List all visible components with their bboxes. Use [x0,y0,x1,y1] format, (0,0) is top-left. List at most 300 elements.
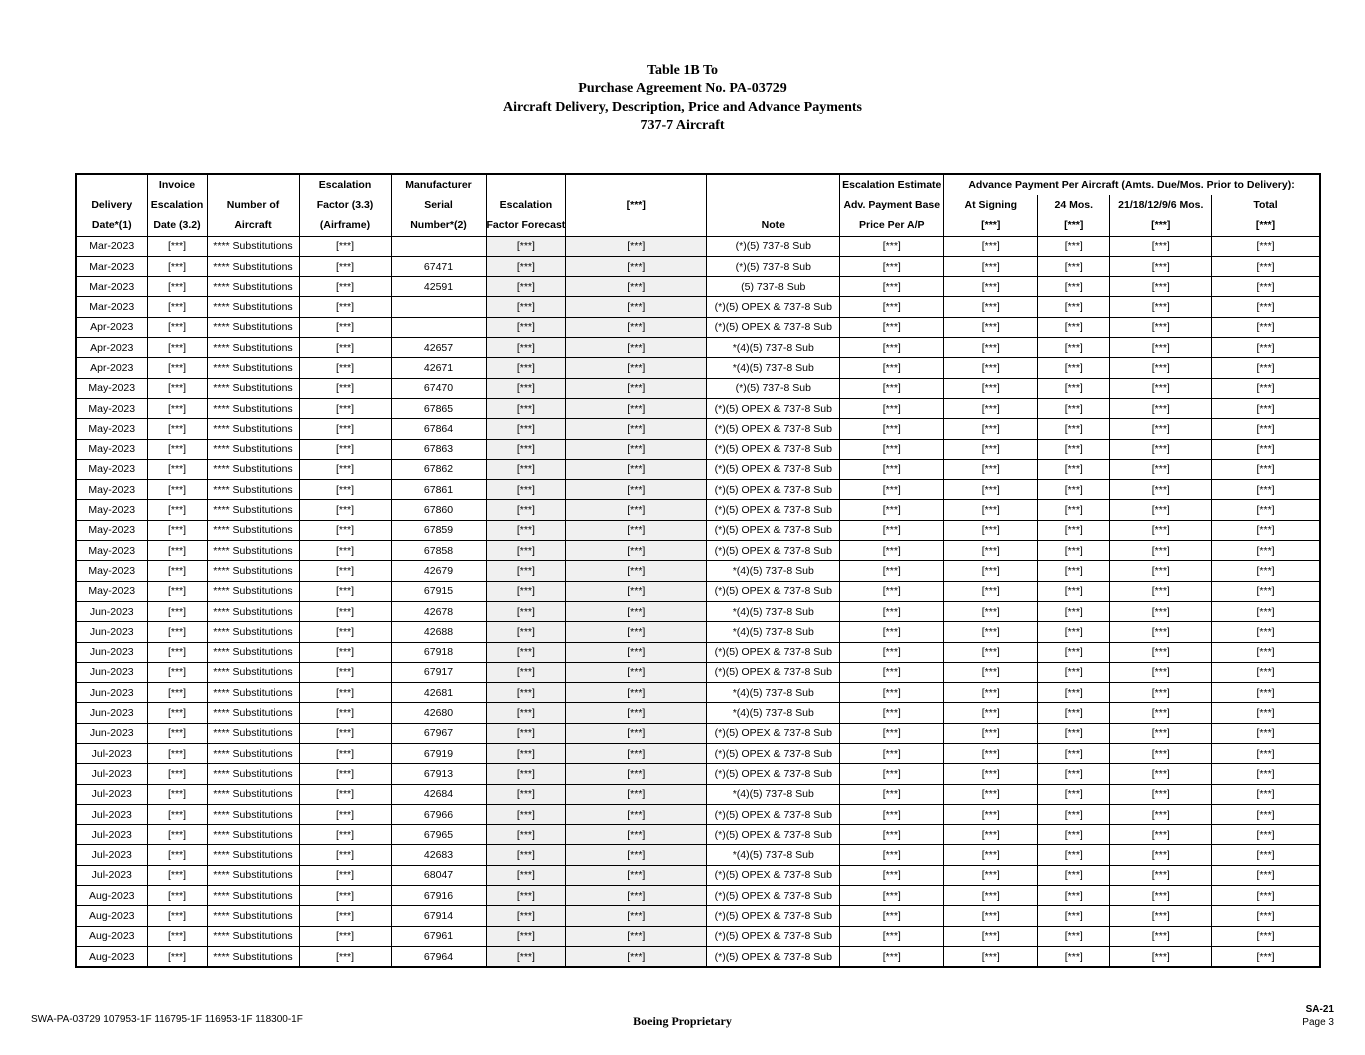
header-cell [486,174,566,195]
table-cell: [***] [944,378,1038,398]
table-cell: [***] [1038,439,1110,459]
table-cell: [***] [299,398,391,418]
table-cell: [***] [566,500,707,520]
table-cell: **** Substitutions [207,825,299,845]
table-row [76,865,1320,885]
table-cell: [***] [840,256,944,276]
table-cell: *(4)(5) 737-8 Sub [707,784,840,804]
table-cell: [***] [944,256,1038,276]
footer-page-number: Page 3 [1302,1017,1334,1028]
table-cell: [***] [1038,601,1110,621]
table-row [76,662,1320,682]
table-row [76,622,1320,642]
header-cell: 24 Mos. [1038,195,1110,215]
table-row [76,358,1320,378]
table-cell: [***] [840,804,944,824]
table-cell: (*)(5) OPEX & 737-8 Sub [707,581,840,601]
table-cell: 42678 [391,601,486,621]
table-cell: [***] [566,743,707,763]
table-cell: [***] [1110,723,1212,743]
table-cell: *(4)(5) 737-8 Sub [707,845,840,865]
table-row [76,601,1320,621]
table-cell: [***] [944,277,1038,297]
table-cell: [***] [840,581,944,601]
header-cell: Total [1212,195,1320,215]
table-cell: **** Substitutions [207,541,299,561]
table-cell: May-2023 [76,500,147,520]
table-cell: [***] [147,622,207,642]
table-cell: (*)(5) OPEX & 737-8 Sub [707,946,840,967]
table-cell: [***] [566,926,707,946]
table-cell: [***] [299,804,391,824]
table-cell: [***] [486,886,566,906]
table-cell: [***] [299,926,391,946]
table-cell: [***] [1212,622,1320,642]
header-cell [76,174,147,195]
table-cell: [***] [1038,317,1110,337]
header-cell: Price Per A/P [840,215,944,236]
table-cell: [***] [147,642,207,662]
table-cell: [***] [1110,743,1212,763]
header-cell: Number of [207,195,299,215]
table-cell: [***] [1038,906,1110,926]
table-cell: [***] [299,886,391,906]
table-cell: [***] [840,317,944,337]
table-cell: [***] [1038,743,1110,763]
table-cell: [***] [299,703,391,723]
table-cell: Jul-2023 [76,865,147,885]
table-cell: (*)(5) OPEX & 737-8 Sub [707,865,840,885]
header-cell: Note [707,215,840,236]
header-cell [207,174,299,195]
table-cell: [***] [1038,581,1110,601]
table-cell: [***] [1212,743,1320,763]
header-cell: 21/18/12/9/6 Mos. [1110,195,1212,215]
table-cell: [***] [840,764,944,784]
table-cell: [***] [840,743,944,763]
table-cell: [***] [1110,256,1212,276]
table-cell: [***] [299,358,391,378]
table-cell: [***] [1038,825,1110,845]
table-cell: [***] [299,845,391,865]
table-cell: [***] [840,723,944,743]
table-cell: (*)(5) OPEX & 737-8 Sub [707,743,840,763]
table-cell: [***] [840,865,944,885]
table-cell: 67861 [391,480,486,500]
table-cell: [***] [1038,784,1110,804]
table-cell: [***] [840,520,944,540]
table-row [76,683,1320,703]
table-cell: [***] [566,804,707,824]
header-cell: Escalation [147,195,207,215]
table-cell: **** Substitutions [207,683,299,703]
table-cell: (*)(5) OPEX & 737-8 Sub [707,804,840,824]
table-row [76,317,1320,337]
table-cell: 67860 [391,500,486,520]
table-cell: [***] [486,338,566,358]
table-cell: 42671 [391,358,486,378]
table-cell: [***] [1110,622,1212,642]
table-cell: [***] [566,784,707,804]
table-cell: **** Substitutions [207,622,299,642]
header-cell: [***] [566,195,707,215]
table-cell: **** Substitutions [207,804,299,824]
table-cell: [***] [299,865,391,885]
table-cell: [***] [840,683,944,703]
table-cell: Jun-2023 [76,723,147,743]
footer-document-ids: SWA-PA-03729 107953-1F 116795-1F 116953-1F 118300-1F [31,1014,303,1025]
table-cell: 42591 [391,277,486,297]
table-cell: [***] [566,946,707,967]
table-cell: [***] [147,906,207,926]
header-cell [566,215,707,236]
table-cell: **** Substitutions [207,317,299,337]
table-cell: **** Substitutions [207,480,299,500]
table-cell: (*)(5) OPEX & 737-8 Sub [707,297,840,317]
title-line-1: Table 1B To [646,63,719,78]
table-cell: [***] [147,703,207,723]
table-cell: [***] [486,520,566,540]
table-cell: [***] [486,358,566,378]
table-cell: [***] [944,338,1038,358]
table-cell: [***] [944,662,1038,682]
table-cell: 67863 [391,439,486,459]
table-cell: [***] [566,886,707,906]
table-cell: [***] [299,236,391,256]
table-cell: May-2023 [76,480,147,500]
table-cell: **** Substitutions [207,581,299,601]
header-cell: (Airframe) [299,215,391,236]
table-cell: [***] [1038,459,1110,479]
table-cell: [***] [299,622,391,642]
footer-proprietary: Boeing Proprietary [633,1014,732,1028]
table-cell: [***] [840,642,944,662]
table-cell: [***] [1110,277,1212,297]
table-cell: [***] [1110,581,1212,601]
table-cell: 67858 [391,541,486,561]
table-cell: [***] [1110,784,1212,804]
table-cell: [***] [147,601,207,621]
table-cell: **** Substitutions [207,723,299,743]
table-cell: [***] [299,683,391,703]
table-cell: [***] [299,480,391,500]
table-cell: 67918 [391,642,486,662]
table-cell: [***] [840,601,944,621]
header-cell: [***] [1212,215,1320,236]
table-row [76,703,1320,723]
table-cell: [***] [1110,561,1212,581]
table-cell: [***] [147,946,207,967]
table-cell: Jul-2023 [76,764,147,784]
table-cell: [***] [840,825,944,845]
advance-payment-header: Advance Payment Per Aircraft (Amts. Due/Mos. Prior to Delivery): [944,174,1320,195]
table-cell: [***] [1212,804,1320,824]
table-cell: [***] [1038,703,1110,723]
table-cell: [***] [147,277,207,297]
header-row-2 [76,195,1320,215]
table-cell: [***] [147,581,207,601]
table-cell: [***] [1212,946,1320,967]
table-cell: [***] [299,662,391,682]
table-row [76,642,1320,662]
table-cell: *(4)(5) 737-8 Sub [707,561,840,581]
table-cell: [***] [147,317,207,337]
table-cell: [***] [840,398,944,418]
table-cell: [***] [566,338,707,358]
table-row [76,926,1320,946]
table-cell: [***] [840,541,944,561]
table-cell: [***] [1110,926,1212,946]
table-cell: [***] [566,581,707,601]
table-cell: [***] [147,378,207,398]
table-cell: [***] [840,459,944,479]
table-cell: [***] [840,622,944,642]
table-cell: [***] [944,480,1038,500]
table-cell: [***] [566,723,707,743]
table-cell: 67917 [391,662,486,682]
table-cell: [***] [944,926,1038,946]
header-cell: Escalation Estimate [840,174,944,195]
table-cell: **** Substitutions [207,865,299,885]
table-cell: [***] [1212,338,1320,358]
header-cell: At Signing [944,195,1038,215]
table-cell: [***] [566,845,707,865]
header-cell: Adv. Payment Base [840,195,944,215]
table-cell: [***] [486,743,566,763]
table-cell: **** Substitutions [207,662,299,682]
table-cell: [***] [147,743,207,763]
table-cell: **** Substitutions [207,561,299,581]
table-cell: [***] [1110,480,1212,500]
header-cell: Manufacturer [391,174,486,195]
table-cell: [***] [944,784,1038,804]
table-cell: [***] [147,865,207,885]
table-row [76,500,1320,520]
table-cell: [***] [1110,459,1212,479]
table-cell: [***] [299,459,391,479]
table-cell: 67961 [391,926,486,946]
table-row [76,439,1320,459]
table-cell: [***] [840,338,944,358]
table-cell: Mar-2023 [76,277,147,297]
table-cell: **** Substitutions [207,743,299,763]
footer-page-info [1302,1003,1334,1029]
table-cell: [***] [299,825,391,845]
table-cell: 67864 [391,419,486,439]
table-cell: [***] [944,764,1038,784]
table-cell: [***] [147,520,207,540]
table-cell: [***] [840,946,944,967]
table-row [76,236,1320,256]
table-cell: [***] [486,236,566,256]
table-cell: [***] [1212,236,1320,256]
table-cell: *(4)(5) 737-8 Sub [707,601,840,621]
table-cell: 67859 [391,520,486,540]
table-cell: (*)(5) OPEX & 737-8 Sub [707,398,840,418]
table-row [76,338,1320,358]
header-cell [707,174,840,195]
table-cell: **** Substitutions [207,378,299,398]
table-cell: [***] [486,764,566,784]
footer-sa-number: SA-21 [1305,1004,1334,1015]
table-cell: [***] [486,419,566,439]
table-cell: [***] [840,378,944,398]
table-cell: (*)(5) 737-8 Sub [707,378,840,398]
table-cell: [***] [1038,561,1110,581]
table-cell: **** Substitutions [207,886,299,906]
table-cell: [***] [1110,520,1212,540]
table-cell: [***] [147,662,207,682]
table-cell: [***] [1212,358,1320,378]
table-cell: [***] [566,378,707,398]
table-cell: [***] [1212,561,1320,581]
table-cell: [***] [1110,886,1212,906]
table-cell: [***] [566,561,707,581]
table-cell: **** Substitutions [207,845,299,865]
table-cell: Aug-2023 [76,946,147,967]
table-cell: **** Substitutions [207,703,299,723]
table-cell: [***] [1212,865,1320,885]
table-cell: [***] [840,480,944,500]
table-cell: [***] [1110,683,1212,703]
table-cell: *(4)(5) 737-8 Sub [707,703,840,723]
table-cell: [***] [1212,845,1320,865]
table-cell [391,236,486,256]
table-cell: [***] [566,642,707,662]
table-cell: 67471 [391,256,486,276]
table-row [76,906,1320,926]
table-cell: Apr-2023 [76,358,147,378]
table-cell: [***] [486,500,566,520]
table-cell: [***] [1038,764,1110,784]
table-cell: **** Substitutions [207,236,299,256]
table-cell: [***] [944,804,1038,824]
table-cell: Jun-2023 [76,642,147,662]
table-cell: [***] [1038,358,1110,378]
table-cell: [***] [1038,845,1110,865]
table-cell: 67966 [391,804,486,824]
table-cell: Jun-2023 [76,703,147,723]
table-cell: [***] [566,419,707,439]
table-cell: [***] [147,541,207,561]
table-cell: 67914 [391,906,486,926]
table-cell: [***] [147,804,207,824]
table-cell: **** Substitutions [207,297,299,317]
table-cell: [***] [566,297,707,317]
table-cell: [***] [1212,581,1320,601]
table-cell: [***] [1038,398,1110,418]
table-cell: [***] [566,601,707,621]
table-cell: [***] [840,662,944,682]
table-cell: 42657 [391,338,486,358]
table-cell: [***] [299,297,391,317]
table-cell: [***] [1038,946,1110,967]
table-cell: [***] [840,703,944,723]
table-cell: [***] [944,439,1038,459]
table-cell: 42688 [391,622,486,642]
table-cell: **** Substitutions [207,398,299,418]
table-cell: [***] [299,378,391,398]
table-cell: (*)(5) OPEX & 737-8 Sub [707,480,840,500]
table-row [76,378,1320,398]
table-cell: [***] [486,946,566,967]
table-cell: [***] [1110,541,1212,561]
table-cell: Mar-2023 [76,297,147,317]
table-cell: [***] [147,338,207,358]
table-row [76,764,1320,784]
table-cell: [***] [1212,480,1320,500]
table-cell: [***] [1212,541,1320,561]
table-cell: [***] [944,865,1038,885]
table-cell: [***] [1212,297,1320,317]
table-cell: [***] [944,743,1038,763]
table-cell: [***] [944,398,1038,418]
table-cell: [***] [486,277,566,297]
table-cell: [***] [486,723,566,743]
table-cell: (*)(5) OPEX & 737-8 Sub [707,662,840,682]
table-cell: **** Substitutions [207,946,299,967]
table-cell: [***] [1110,825,1212,845]
table-row [76,256,1320,276]
table-cell: May-2023 [76,439,147,459]
table-cell: [***] [840,419,944,439]
table-row [76,297,1320,317]
table-cell: [***] [1038,419,1110,439]
table-cell: [***] [299,419,391,439]
table-cell: [***] [1110,317,1212,337]
table-cell: **** Substitutions [207,642,299,662]
header-cell: [***] [1110,215,1212,236]
table-cell: [***] [1038,804,1110,824]
table-cell: [***] [840,236,944,256]
table-cell: [***] [486,378,566,398]
table-cell: [***] [944,886,1038,906]
title-line-4: 737-7 Aircraft [640,117,725,133]
table-cell: [***] [566,317,707,337]
table-cell: [***] [944,703,1038,723]
table-row [76,520,1320,540]
table-cell: [***] [1212,378,1320,398]
table-cell: [***] [147,236,207,256]
table-cell: [***] [1038,723,1110,743]
table-cell: [***] [944,906,1038,926]
table-cell: [***] [1212,601,1320,621]
table-cell: [***] [944,683,1038,703]
table-cell: Jul-2023 [76,804,147,824]
table-cell: [***] [1212,683,1320,703]
table-cell: Aug-2023 [76,886,147,906]
table-cell: (5) 737-8 Sub [707,277,840,297]
table-cell: (*)(5) OPEX & 737-8 Sub [707,541,840,561]
table-cell: (*)(5) 737-8 Sub [707,236,840,256]
header-cell: Serial [391,195,486,215]
table-cell: **** Substitutions [207,520,299,540]
table-row [76,723,1320,743]
table-cell: [***] [566,256,707,276]
table-cell: May-2023 [76,378,147,398]
table-cell: [***] [486,622,566,642]
header-cell [707,195,840,215]
table-cell: [***] [147,358,207,378]
table-cell: [***] [1038,622,1110,642]
table-cell [391,297,486,317]
header-cell [566,174,707,195]
table-row [76,886,1320,906]
table-cell: *(4)(5) 737-8 Sub [707,338,840,358]
table-cell: **** Substitutions [207,419,299,439]
table-cell: Mar-2023 [76,256,147,276]
table-cell: [***] [944,541,1038,561]
